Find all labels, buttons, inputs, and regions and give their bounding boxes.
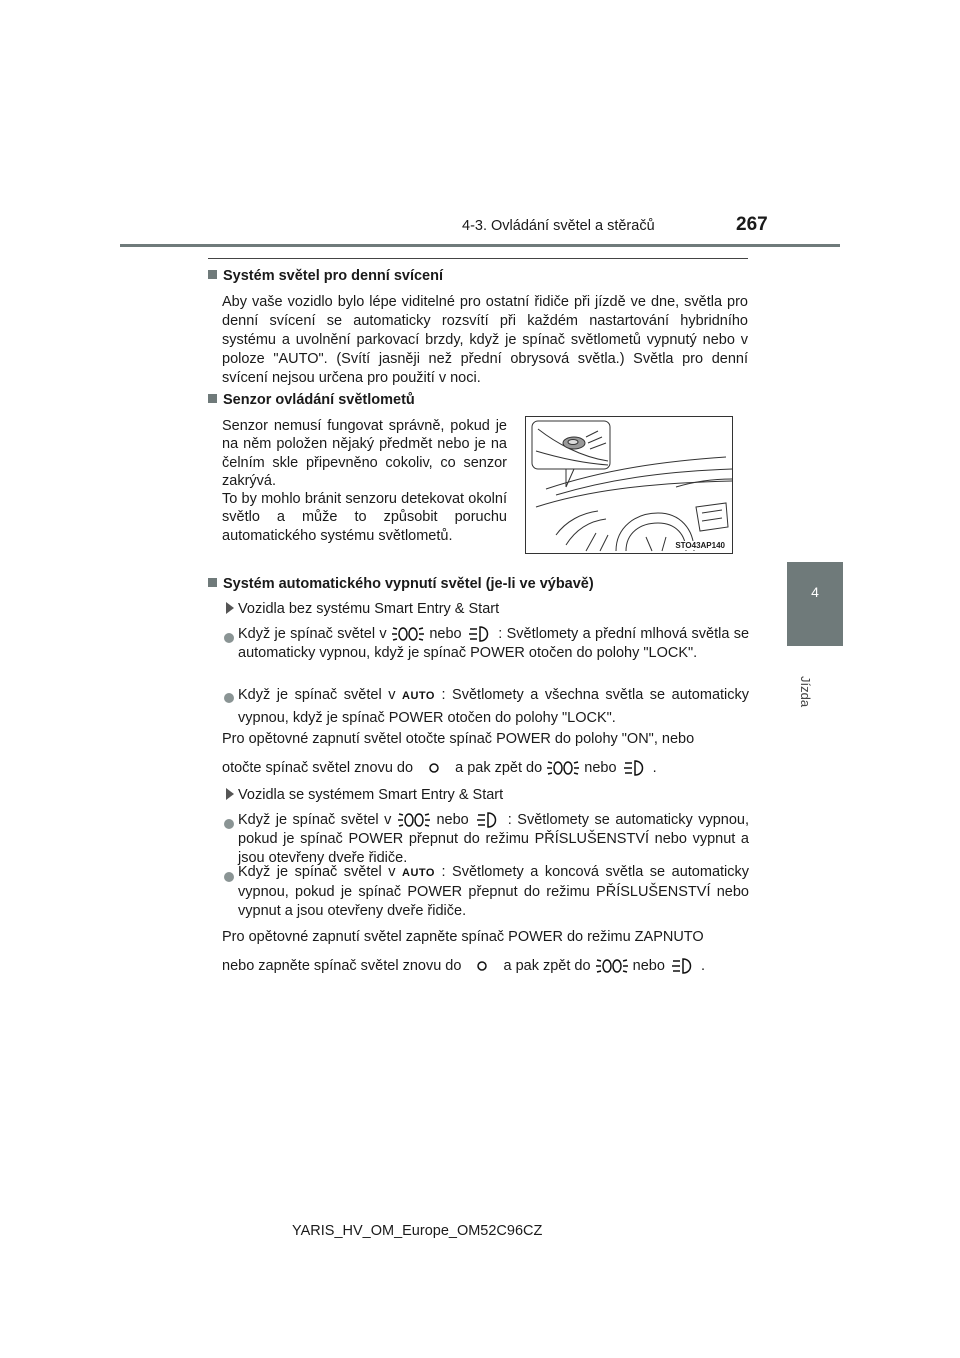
square-bullet-icon <box>208 394 217 403</box>
s3-para-2-line-2: nebo zapněte spínač světel znovu do a pak zpět do nebo . <box>222 956 748 976</box>
bullet-dot-icon <box>224 869 234 887</box>
square-bullet-icon <box>208 270 217 279</box>
page-number: 267 <box>736 214 768 235</box>
s3-bullet-4: Když je spínač světel v AUTO : Světlomety a koncová světla se automaticky vypnou, pokud je spínač POWER přepnut do režimu PŘÍSLUŠENSTVÍ nebo vypnut a jsou otevřeny dveře řidiče. <box>238 864 750 919</box>
s3-para-1-line-1: Pro opětovné zapnutí světel otočte spínač POWER do polohy "ON", nebo <box>222 731 695 747</box>
s3-sub2: Vozidla se systémem Smart Entry & Start <box>226 786 503 805</box>
triangle-bullet-icon <box>226 602 234 614</box>
chapter-tab-label: Jízda <box>798 676 813 708</box>
s1-heading: Systém světel pro denní svícení <box>208 268 443 284</box>
figure-code: STO43AP140 <box>675 541 725 550</box>
headlights-icon <box>621 758 649 778</box>
s2-heading: Senzor ovládání světlometů <box>208 392 415 408</box>
sensor-figure <box>525 416 733 554</box>
bullet-dot-icon <box>224 816 234 834</box>
auto-icon: AUTO <box>402 690 435 702</box>
parking-lights-icon <box>546 758 580 778</box>
s3-bullet-3: Když je spínač světel v nebo : Světlomety se automaticky vypnou, pokud je spínač POWER přepnut do režimu PŘÍSLUŠENSTVÍ nebo vypnut a jsou otevřeny dveře řidiče. <box>238 811 750 866</box>
chapter-tab: 4 <box>787 562 843 646</box>
content-rule <box>208 258 748 259</box>
s3-heading: Systém automatického vypnutí světel (je-li ve výbavě) <box>208 576 594 592</box>
parking-lights-icon <box>397 810 431 830</box>
triangle-bullet-icon <box>226 788 234 800</box>
bullet-dot-icon <box>224 630 234 648</box>
auto-icon: AUTO <box>402 867 435 879</box>
document-code: YARIS_HV_OM_Europe_OM52C96CZ <box>292 1223 543 1239</box>
bullet-dot-icon <box>224 690 234 708</box>
off-position-icon <box>465 956 499 976</box>
s2-text-1: Senzor nemusí fungovat správně, pokud je na něm položen nějaký předmět nebo je na čelním skle připevněno cokoliv, co senzor zakrývá. <box>222 418 507 489</box>
dashboard-sensor-illustration <box>526 417 733 554</box>
square-bullet-icon <box>208 578 217 587</box>
s3-bullet-2: Když je spínač světel v AUTO : Světlomety a všechna světla se automaticky vypnou, když je spínač POWER otočen do polohy "LOCK". <box>238 687 750 726</box>
off-position-icon <box>417 758 451 778</box>
s3-para-1-line-2: otočte spínač světel znovu do a pak zpět do nebo . <box>222 758 748 778</box>
s3-para-2-line-1: Pro opětovné zapnutí světel zapněte spínač POWER do režimu ZAPNUTO <box>222 929 704 945</box>
s2-text-2: To by mohlo bránit senzoru detekovat okolní světlo a může to způsobit poruchu automatického systému světlometů. <box>222 491 507 544</box>
headlights-icon <box>466 624 494 644</box>
s2-text <box>222 417 507 545</box>
headlights-icon <box>669 956 697 976</box>
s1-text: Aby vaše vozidlo bylo lépe viditelné pro ostatní řidiče při jízdě ve dne, světla pro denní svícení se automaticky rozsvítí při každém nastartování hybridního systému a uvolnění parkovací brzdy, když je spínač světlometů vypnutý nebo v poloze "AUTO". (Svítí jasněji než přední obrysová světla.) Světla pro denní svícení nejsou určena pro použití v noci. <box>222 294 748 386</box>
s3-sub1: Vozidla bez systému Smart Entry & Start <box>226 600 499 619</box>
parking-lights-icon <box>595 956 629 976</box>
section-title: 4-3. Ovládání světel a stěračů <box>462 218 655 234</box>
headlights-icon <box>474 810 502 830</box>
header-rule <box>120 244 840 247</box>
s3-bullet-1: Když je spínač světel v nebo : Světlomety a přední mlhová světla se automaticky vypnou, když je spínač POWER otočen do polohy "LOCK". <box>238 625 750 661</box>
parking-lights-icon <box>391 624 425 644</box>
